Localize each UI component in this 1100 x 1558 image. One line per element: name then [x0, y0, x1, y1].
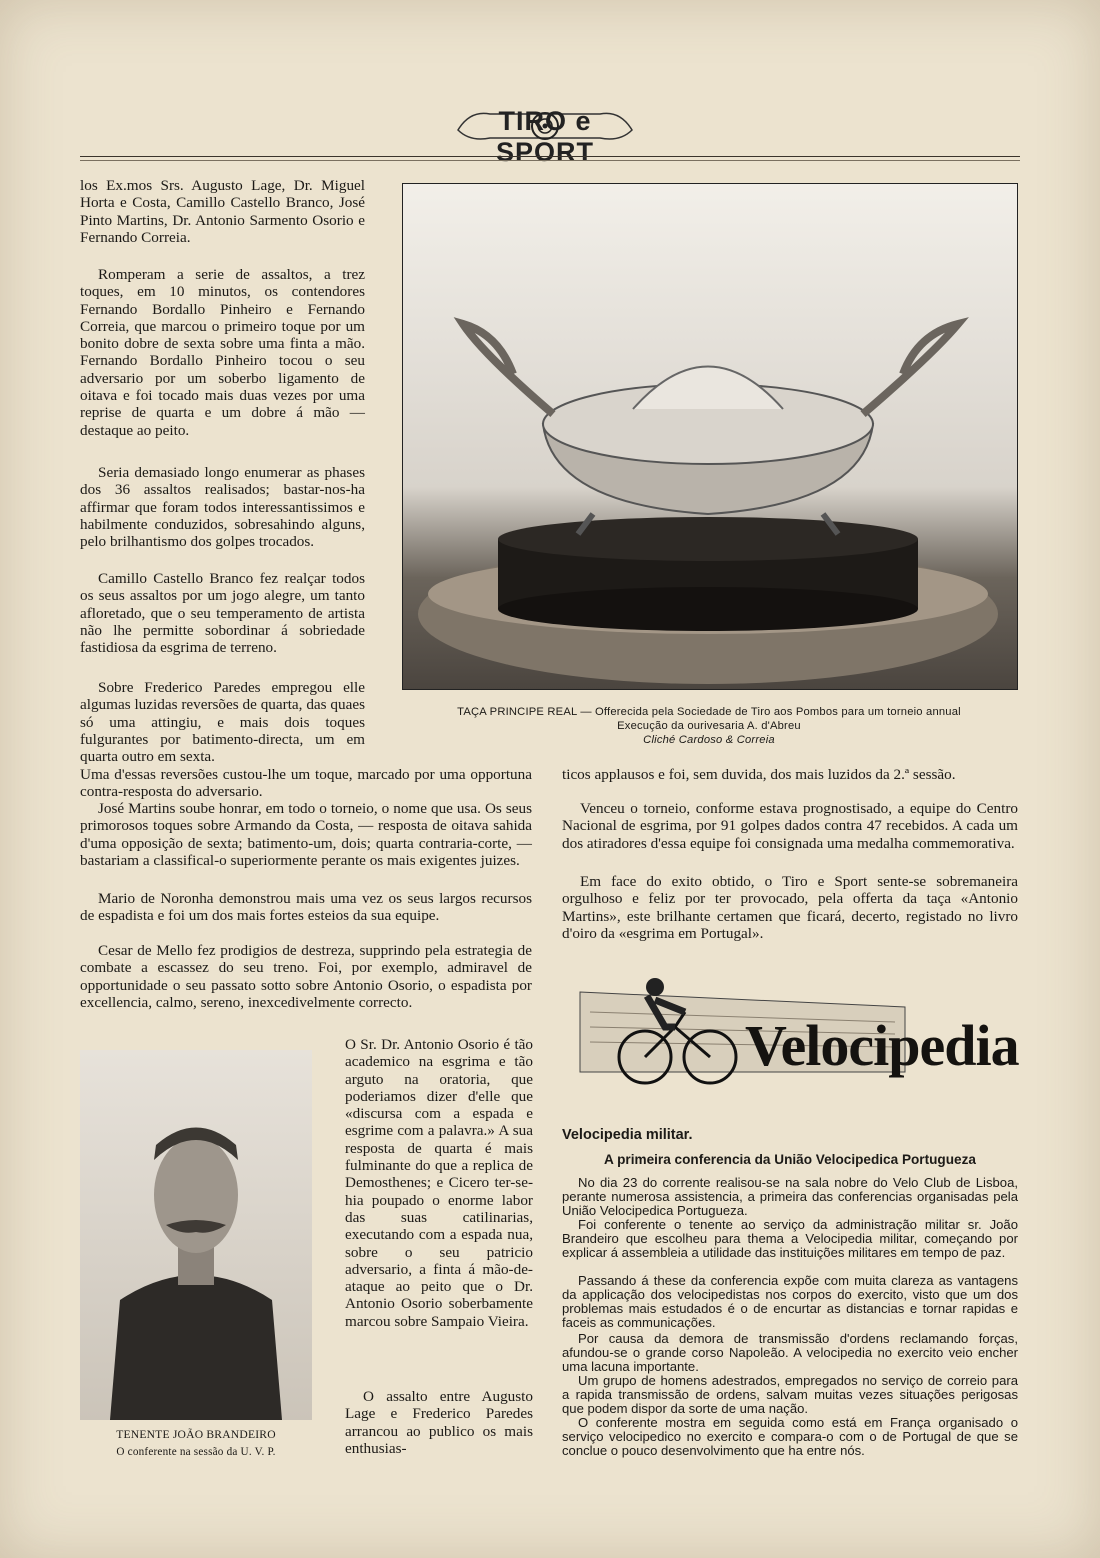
left-paragraph-4: Camillo Castello Branco fez realçar todos os seus assaltos por um jogo alegre, um tanto afloretado, que o seu temperamento de artista não lhe permitte sobordinar á sobriedade fastidiosa da esgrima de terreno.	[80, 570, 365, 657]
right-paragraph-2: Venceu o torneio, conforme estava prognostisado, a equipe do Centro Nacional de esgrima, por 91 golpes dados contra 47 recebidos. A cada um dos atiradores d'essa equipe foi consignada uma medalha commemorativa.	[562, 800, 1018, 852]
right-paragraph-1: ticos applausos e foi, sem duvida, dos mais luzidos da 2.ª sessão.	[562, 766, 956, 783]
velocipedia-paragraph-3: Passando á these da conferencia expõe com muita clareza as vantagens da applicação dos velocipedistas nos corpos do exercito, visto que um dos problemas mais estudados é o de encurtar as distancias e tornar rapidas e faceis as communicações.	[562, 1273, 1018, 1330]
right-paragraph-3: Em face do exito obtido, o Tiro e Sport sente-se sobremaneira orgulhoso e feliz por ter provocado, pela offerta da taça «Antonio Martins», este brilhante certamen que ficará, decerto, registado no livro d'oiro da «esgrima em Portugal».	[562, 873, 1018, 942]
velocipedia-paragraph-6: O conferente mostra em seguida como está em França organisado o serviço velocipedico no exercito e compara-o com o de Portugal de que se conclue o pouco desenvolvimento que ha entre nós.	[562, 1415, 1018, 1458]
trophy-caption-line-3: Cliché Cardoso & Correia	[643, 734, 775, 746]
masthead	[450, 100, 640, 167]
middle-paragraph-1: O Sr. Dr. Antonio Osorio é tão academico na esgrima e tão arguto na oratoria, que poderiamos dizer d'elle que «discursa com a espada e esgrime com a palavra.» A sua resposta de quarta é mais fulminante do que a replica de Demosthenes; e Cicero ter-se-hia poupado o enorme labor das suas catilinarias, executando com a espada nua, sobre o seu patricio adversario, a finta á mão-de-ataque ao peito que o Dr. Antonio Osorio soberbamente marcou sobre Sampaio Vieira.	[345, 1036, 533, 1330]
portrait-photo	[80, 1050, 312, 1420]
trophy-caption-line-2: Execução da ourivesaria A. d'Abreu	[617, 720, 801, 732]
left-paragraph-3: Seria demasiado longo enumerar as phases dos 36 assaltos realisados; bastar-nos-ha affirmar que foram todos interessantissimos e habilmente conduzidos, sobresahindo alguns, pelo brilhantismo dos golpes trocados.	[80, 464, 365, 551]
velocipedia-banner	[575, 972, 1019, 1087]
velocipedia-paragraph-1: No dia 23 do corrente realisou-se na sala nobre do Velo Club de Lisboa, perante numerosa assistencia, a primeira das conferencias organisadas pela União Velocipedica Portugueza.	[562, 1175, 1018, 1218]
masthead-title: TIRO e SPORT	[495, 106, 594, 167]
left-paragraph-2: Romperam a serie de assaltos, a trez toques, em 10 minutos, os contendores Fernando Bordallo Pinheiro e Fernando Correia, que marcou o primeiro toque por um bonito dobre de sexta sobre uma finta a mão. Fernando Bordallo Pinheiro tocou o seu adversario por um soberbo ligamento de oitava e foi tocado mais duas vezes por uma reprise de quarta e um dobre á mão — destaque ao peito.	[80, 266, 365, 439]
portrait-illustration	[80, 1050, 312, 1420]
velocipedia-paragraph-4: Por causa da demora de transmissão d'ordens reclamando forças, afundou-se o grande corso Napoleão. A velocipedia no exercito veio encher uma lacuna importante.	[562, 1331, 1018, 1374]
velocipedia-section-title: Velocipedia militar.	[562, 1127, 693, 1143]
left-wide-paragraph-3: Mario de Noronha demonstrou mais uma vez os seus largos recursos de espadista e foi um dos mais fortes esteios da sua equipe.	[80, 890, 532, 925]
trophy-photo	[402, 183, 1018, 690]
left-wide-paragraph-4: Cesar de Mello fez prodigios de destreza, supprindo pela estrategia de combate a escassez do seu treno. Foi, por exemplo, admiravel de opportunidade o seu passato sotto sobre Antonio Osorio, o espadista por excellencia, calmo, sereno, inexcedivelmente correcto.	[80, 942, 532, 1011]
portrait-caption-line-1: TENENTE JOÃO BRANDEIRO	[116, 1428, 276, 1441]
left-wide-paragraph-1: Uma d'essas reversões custou-lhe um toque, marcado por uma opportuna contra-resposta do adversario.	[80, 766, 532, 801]
trophy-caption-line-1: TAÇA PRINCIPE REAL — Offerecida pela Sociedade de Tiro aos Pombos para um torneio annual	[457, 706, 961, 718]
velocipedia-banner-title: Velocipedia	[745, 1013, 1019, 1078]
header-rule	[80, 156, 1020, 157]
velocipedia-paragraph-2: Foi conferente o tenente ao serviço da administração militar sr. João Brandeiro que escolheu para thema a Velocipedia militar, começando por explicar á assembleia a utilidade das instituições militares em tempo de paz.	[562, 1217, 1018, 1260]
header-rule-secondary	[80, 160, 1020, 161]
portrait-caption-line-2: O conferente na sessão da U. V. P.	[116, 1446, 276, 1458]
velocipedia-subtitle: A primeira conferencia da União Velocipedica Portugueza	[604, 1152, 976, 1167]
middle-paragraph-2: O assalto entre Augusto Lage e Frederico Paredes arrancou ao publico os mais enthusias-	[345, 1388, 533, 1457]
left-wide-paragraph-2: José Martins soube honrar, em todo o torneio, o nome que usa. Os seus primorosos toques sobre Armando da Costa, — resposta de oitava sahida d'uma opposição de sexta; batimento-um, dois; quarta contraria-corte, — bastariam a classifical-o superiormente perante os mais exigentes juizes.	[80, 800, 532, 869]
velocipedia-paragraph-5: Um grupo de homens adestrados, empregados no serviço de correio para a rapida transmissão de ordens, salvam muitas vezes situações perigosas que podem dispor da sorte de uma nação.	[562, 1373, 1018, 1416]
trophy-illustration	[403, 184, 1017, 689]
left-paragraph-5: Sobre Frederico Paredes empregou elle algumas luzidas reversões de quarta, das quaes só uma attingiu, e mais dois toques fulgurantes por batimento-directa, um em quarta outro em sexta.	[80, 679, 365, 766]
left-paragraph-1: los Ex.mos Srs. Augusto Lage, Dr. Miguel Horta e Costa, Camillo Castello Branco, José Pinto Martins, Dr. Antonio Sarmento Osorio e Fernando Correia.	[80, 177, 365, 246]
